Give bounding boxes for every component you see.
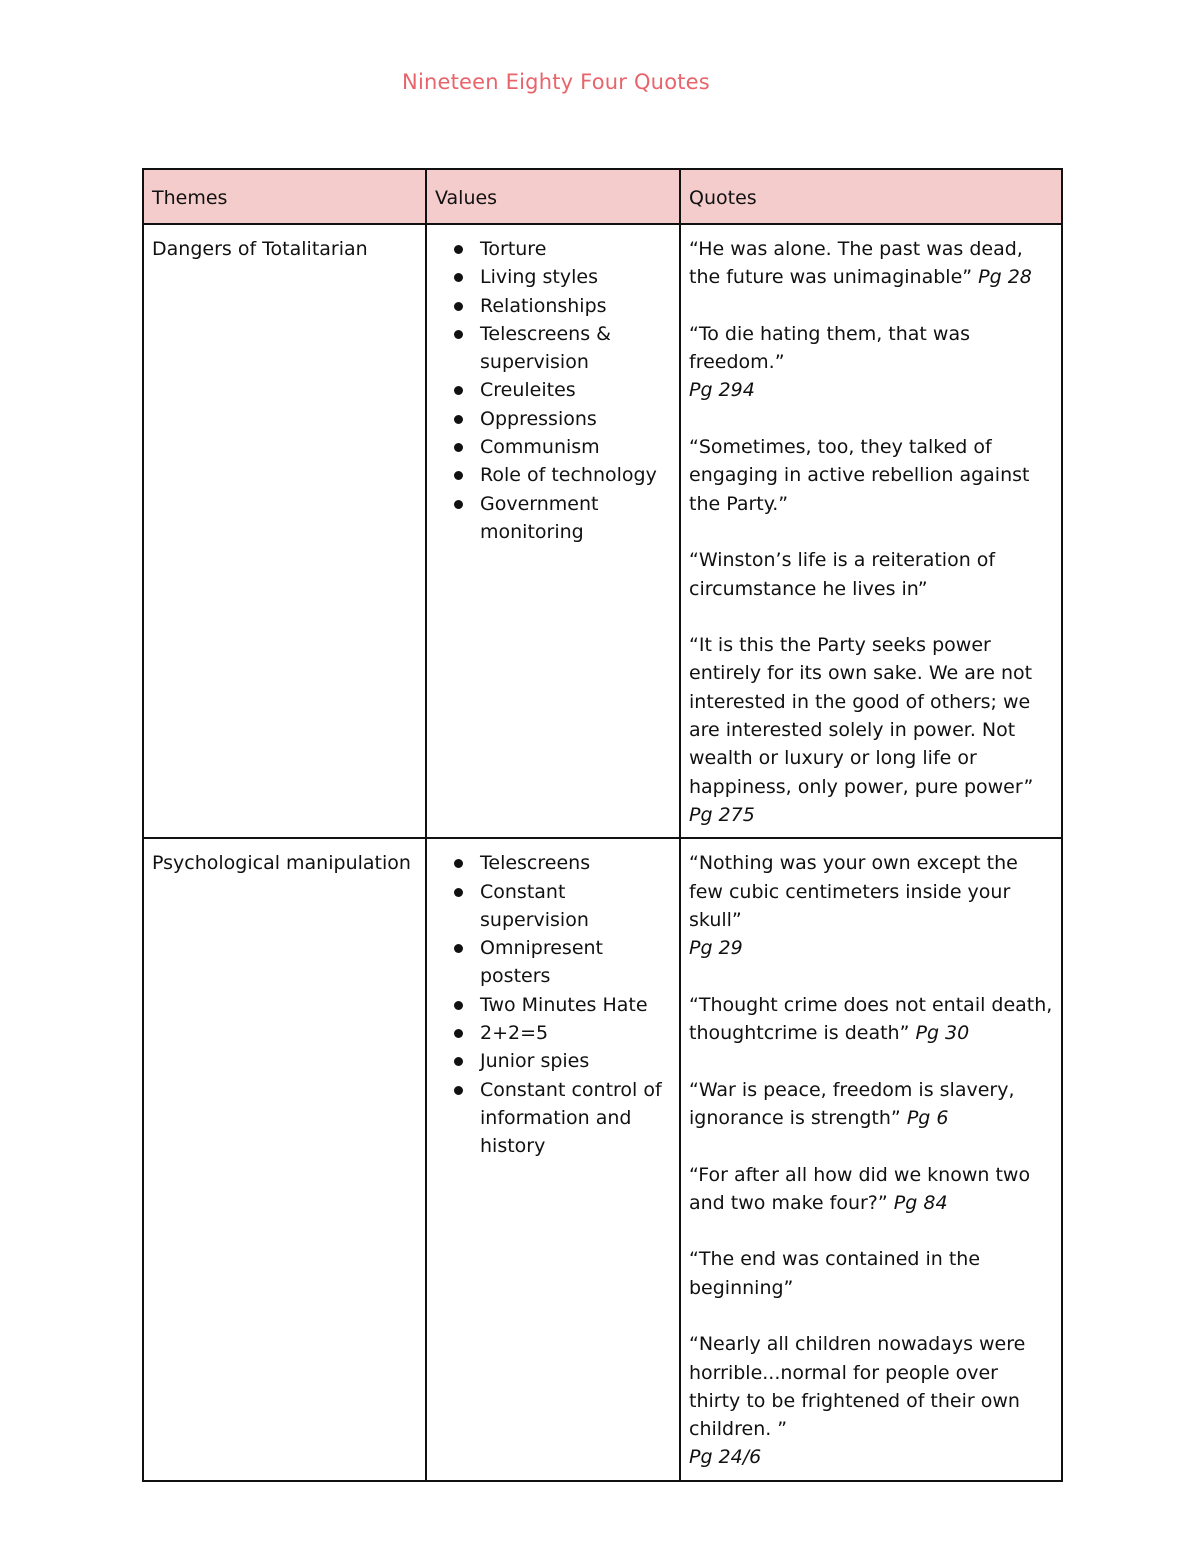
list-item: Role of technology xyxy=(435,461,671,489)
quote-text: “Nothing was your own except the few cubic centimeters inside your skull” xyxy=(689,852,1018,931)
quote-text: “Nearly all children nowadays were horrible...normal for people over thirty to be frightened of their own children. ” xyxy=(689,1333,1026,1441)
list-item: Two Minutes Hate xyxy=(435,991,671,1019)
quote-text: “For after all how did we known two and two make four?” xyxy=(689,1163,1031,1214)
list-item: Oppressions xyxy=(435,405,671,433)
quote xyxy=(689,849,1053,962)
list-item: Constant control of information and history xyxy=(435,1076,671,1161)
list-item: Creuleites xyxy=(435,376,671,404)
document-title: Nineteen Eighty Four Quotes xyxy=(402,70,710,94)
table-row xyxy=(143,838,1062,1481)
page-reference: Pg 275 xyxy=(689,803,755,826)
page-reference: Pg 30 xyxy=(915,1022,970,1045)
quote xyxy=(689,546,1053,603)
quote-text: “It is this the Party seeks power entirely for its own sake. We are not interested in the good of others; we are interested solely in power. Not wealth or luxury or long life or happiness, only power, pure power” xyxy=(689,634,1034,798)
list-item: Living styles xyxy=(435,263,671,291)
quote-text: “Sometimes, too, they talked of engaging in active rebellion against the Party.” xyxy=(689,436,1030,515)
quote xyxy=(689,1076,1053,1133)
table-row xyxy=(143,224,1062,838)
quote xyxy=(689,320,1053,405)
header-values: Values xyxy=(426,169,680,224)
values-cell xyxy=(426,838,680,1481)
page-reference: Pg 84 xyxy=(893,1191,948,1214)
table-header-row xyxy=(143,169,1062,224)
page-reference: Pg 29 xyxy=(689,937,743,960)
header-themes: Themes xyxy=(143,169,426,224)
list-item: Constant supervision xyxy=(435,878,671,935)
quote-text: “Thought crime does not entail death, thoughtcrime is death” xyxy=(689,993,1053,1045)
list-item: Government monitoring xyxy=(435,490,671,547)
quote xyxy=(689,433,1053,518)
quote-text: “To die hating them, that was freedom.” xyxy=(689,322,970,374)
page-reference: Pg 24/6 xyxy=(689,1446,762,1469)
quote xyxy=(689,235,1053,292)
list-item: Junior spies xyxy=(435,1047,671,1075)
theme-cell: Dangers of Totalitarian xyxy=(143,224,426,838)
list-item: Relationships xyxy=(435,292,671,320)
quote-text: “War is peace, freedom is slavery, ignorance is strength” xyxy=(689,1078,1015,1129)
page-reference: Pg 6 xyxy=(906,1106,949,1129)
quote xyxy=(689,631,1053,829)
list-item: Communism xyxy=(435,433,671,461)
header-quotes: Quotes xyxy=(680,169,1062,224)
values-cell xyxy=(426,224,680,838)
quote xyxy=(689,1330,1053,1471)
values-list xyxy=(435,235,671,546)
quotes-cell xyxy=(680,224,1062,838)
quote-text: “He was alone. The past was dead, the future was unimaginable” xyxy=(689,238,1023,289)
quotes-cell xyxy=(680,838,1062,1481)
quote-text: “The end was contained in the beginning” xyxy=(689,1248,981,1299)
quote xyxy=(689,1245,1053,1302)
quote xyxy=(689,1161,1053,1218)
quotes-table xyxy=(142,168,1063,1482)
quote xyxy=(689,991,1053,1048)
list-item: Telescreens xyxy=(435,849,671,877)
theme-cell: Psychological manipulation xyxy=(143,838,426,1481)
quote-text: “Winston’s life is a reiteration of circumstance he lives in” xyxy=(689,549,996,600)
list-item: Omnipresent posters xyxy=(435,934,671,991)
list-item: Torture xyxy=(435,235,671,263)
values-list xyxy=(435,849,671,1160)
list-item: 2+2=5 xyxy=(435,1019,671,1047)
page-reference: Pg 294 xyxy=(689,379,755,402)
page-reference: Pg 28 xyxy=(978,266,1032,289)
list-item: Telescreens & supervision xyxy=(435,320,671,377)
